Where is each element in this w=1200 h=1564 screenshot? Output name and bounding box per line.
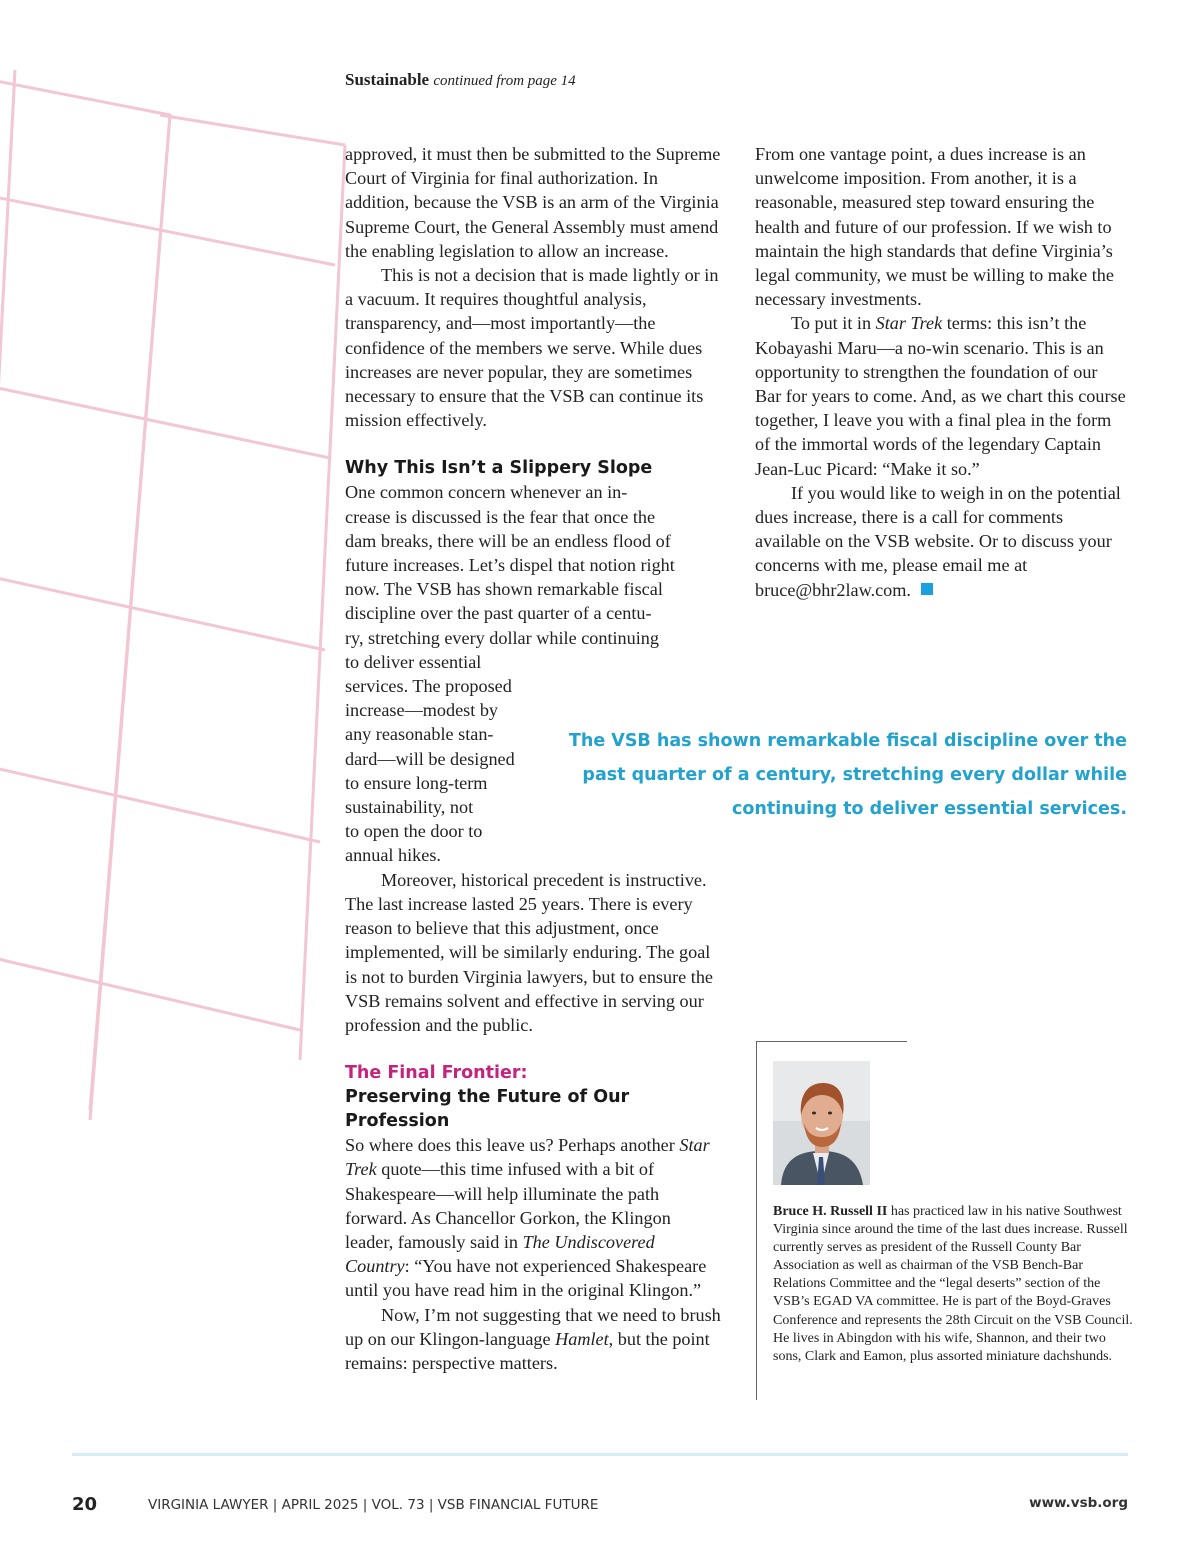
page-number: 20 [72, 1494, 98, 1515]
paragraph: Now, I’m not suggesting that we need to brush up on our Klingon-language Hamlet, but the point remains: perspective matters. [345, 1304, 721, 1373]
author-photo [773, 1061, 870, 1185]
text-line: crease is discussed is the fear that once the [345, 506, 656, 527]
text-line: annual hikes. [345, 845, 441, 866]
author-name: Bruce H. Russell II [773, 1204, 888, 1219]
pull-quote-line: The VSB has shown remarkable fiscal discipline over the [568, 731, 1127, 751]
footer-url[interactable]: www.vsb.org [1029, 1495, 1128, 1511]
section-heading-kicker: The Final Frontier: [345, 1063, 528, 1084]
decorative-grid [0, 0, 360, 1120]
header-title: Sustainable [345, 70, 430, 89]
text-line: dard—will be designed [345, 748, 515, 769]
paragraph: This is not a decision that is made lightly or in a vacuum. It requires thoughtful analysis, transparency, and—most importantly—the confidence of the members we serve. While dues increases are never popular, they are sometimes necessary to ensure that the VSB can continue its mission effectively. [345, 265, 719, 431]
text-line: dam breaks, there will be an endless flood of [345, 530, 671, 551]
author-bio [773, 1203, 1133, 1366]
footer-publication: VIRGINIA LAWYER | APRIL 2025 | VOL. 73 | VSB FINANCIAL FUTURE [148, 1497, 599, 1513]
paragraph: From one vantage point, a dues increase is an unwelcome imposition. From another, it is a reasonable, measured step toward ensuring the health and future of our profession. If we wish to maintain the high standards that define Virginia’s legal community, we must be willing to make the necessary investments. [755, 144, 1114, 310]
paragraph: If you would like to weigh in on the potential dues increase, there is a call for comments available on the VSB website. Or to discuss your concerns with me, please email me at bruce@bhr2law.com. [755, 482, 1121, 600]
text-line: to deliver essential [345, 651, 482, 672]
text-line: discipline over the past quarter of a centu- [345, 603, 652, 624]
text-line: sustainability, not [345, 797, 474, 818]
section-heading: Why This Isn’t a Slippery Slope [345, 458, 653, 479]
header-continued: continued from page 14 [433, 73, 576, 89]
text-line: to ensure long-term [345, 772, 488, 793]
text-line: future increases. Let’s dispel that notion right [345, 555, 675, 576]
page-header [345, 70, 576, 90]
section-heading: Preserving the Future of Our Profession [345, 1087, 630, 1132]
bio-text: has practiced law in his native Southwest Virginia since around the time of the last dues increase. Russell currently serves as president of the Russell County Bar Association as well as chairman of the VSB Bench-Bar Relations Committee and the “legal deserts” section of the VSB’s EGAD VA committee. He is part of the Boyd-Graves Conference and represents the 28th Circuit on the VSB Council. He lives in Abingdon with his wife, Shannon, and their two sons, Clark and Eamon, plus assorted miniature dachshunds. [773, 1204, 1133, 1364]
paragraph: So where does this leave us? Perhaps another Star Trek quote—this time infused with a bit of Shakespeare—will help illuminate the path forward. As Chancellor Gorkon, the Klingon leader, famously said in The Undiscovered Country: “You have not experienced Shakespeare until you have read him in the original Klingon.” [345, 1135, 710, 1301]
pull-quote-line: past quarter of a century, stretching every dollar while [582, 765, 1127, 785]
text-line: to open the door to [345, 821, 483, 842]
text-line: increase—modest by [345, 700, 499, 721]
text-line: ry, stretching every dollar while continuing [345, 627, 659, 648]
text-line: any reasonable stan- [345, 724, 494, 745]
footer-divider [72, 1453, 1128, 1456]
end-mark-icon [921, 583, 933, 595]
pull-quote [560, 724, 1127, 826]
pull-quote-line: continuing to deliver essential services. [731, 799, 1127, 819]
text-line: One common concern whenever an in- [345, 482, 628, 503]
text-line: now. The VSB has shown remarkable fiscal [345, 579, 663, 600]
text-line: services. The proposed [345, 676, 512, 697]
paragraph: approved, it must then be submitted to the Supreme Court of Virginia for final authorization. In addition, because the VSB is an arm of the Virginia Supreme Court, the General Assembly must amend the enabling legislation to allow an increase. [345, 144, 721, 261]
column-right [755, 142, 1127, 602]
paragraph: Moreover, historical precedent is instructive. The last increase lasted 25 years. There is every reason to believe that this adjustment, once implemented, will be similarly enduring. The goal is not to burden Virginia lawyers, but to ensure the VSB remains solvent and effective in serving our profession and the public. [345, 869, 713, 1035]
paragraph: To put it in Star Trek terms: this isn’t the Kobayashi Maru—a no-win scenario. This is an opportunity to strengthen the foundation of our Bar for years to come. And, as we chart this course together, I leave you with a final plea in the form of the immortal words of the legendary Captain Jean-Luc Picard: “Make it so.” [755, 313, 1126, 479]
